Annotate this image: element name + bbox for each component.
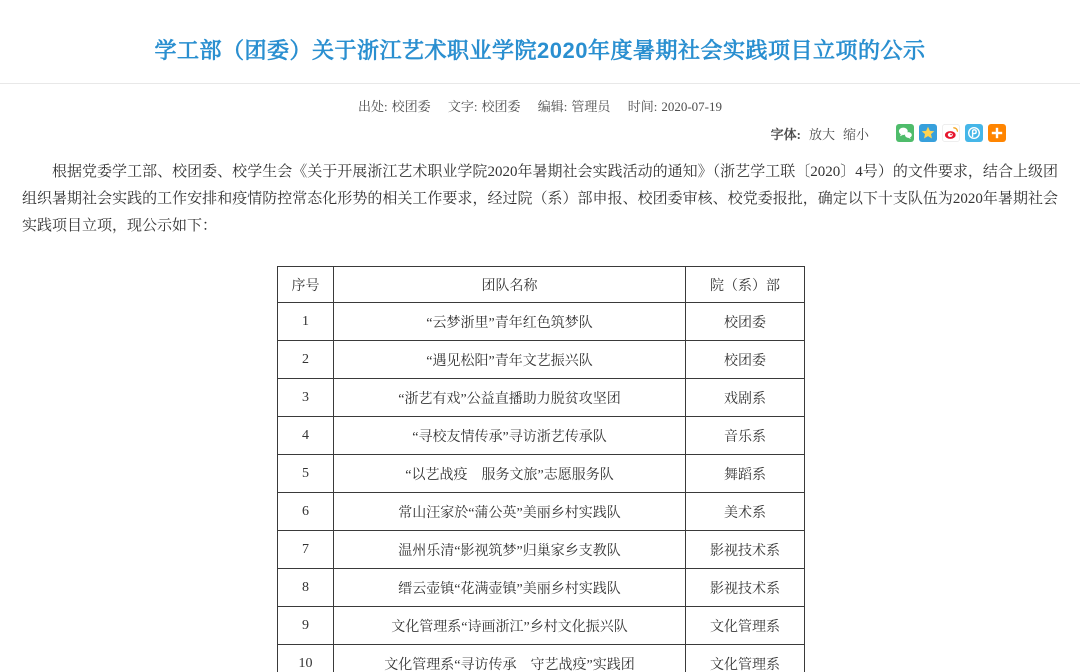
cell-serial: 7 xyxy=(278,531,334,569)
header-department: 院（系）部 xyxy=(686,267,805,303)
table-row xyxy=(278,417,805,455)
weibo-share-icon[interactable] xyxy=(942,124,960,142)
article-meta xyxy=(0,96,1080,115)
cell-team-name: 温州乐清“影视筑梦”归巢家乡支教队 xyxy=(334,531,686,569)
meta-editor-label: 编辑: xyxy=(537,99,568,114)
cell-department: 美术系 xyxy=(686,493,805,531)
cell-department: 文化管理系 xyxy=(686,607,805,645)
table-row xyxy=(278,303,805,341)
cell-department: 舞蹈系 xyxy=(686,455,805,493)
cell-serial: 8 xyxy=(278,569,334,607)
cell-department: 文化管理系 xyxy=(686,645,805,672)
cell-team-name: 常山汪家於“蒲公英”美丽乡村实践队 xyxy=(334,493,686,531)
cell-team-name: 缙云壶镇“花满壶镇”美丽乡村实践队 xyxy=(334,569,686,607)
cell-department: 影视技术系 xyxy=(686,531,805,569)
cell-serial: 9 xyxy=(278,607,334,645)
cell-serial: 4 xyxy=(278,417,334,455)
meta-time xyxy=(628,99,722,114)
meta-editor-value: 管理员 xyxy=(571,99,611,114)
table-row xyxy=(278,531,805,569)
cell-team-name: “以艺战疫 服务文旅”志愿服务队 xyxy=(334,455,686,493)
wechat-share-icon[interactable] xyxy=(896,124,914,142)
meta-source-value: 校团委 xyxy=(391,99,431,114)
cell-department: 影视技术系 xyxy=(686,569,805,607)
header-serial-number: 序号 xyxy=(278,267,334,303)
header-team-name: 团队名称 xyxy=(334,267,686,303)
cell-team-name: “云梦浙里”青年红色筑梦队 xyxy=(334,303,686,341)
meta-source-label: 出处: xyxy=(358,99,388,114)
meta-editor xyxy=(538,99,614,114)
cell-serial: 3 xyxy=(278,379,334,417)
table-row xyxy=(278,645,805,672)
cell-department: 音乐系 xyxy=(686,417,805,455)
cell-team-name: 文化管理系“寻访传承 守艺战疫”实践团 xyxy=(334,645,686,672)
cell-serial: 5 xyxy=(278,455,334,493)
table-row xyxy=(278,569,805,607)
meta-text xyxy=(448,99,524,114)
cell-serial: 1 xyxy=(278,303,334,341)
table-row xyxy=(278,493,805,531)
font-share-toolbar xyxy=(0,123,1080,143)
title-block xyxy=(0,0,1080,84)
font-zoom-in-link[interactable]: 放大 xyxy=(808,126,835,142)
qzone-share-icon[interactable] xyxy=(919,124,937,142)
more-share-icon[interactable] xyxy=(988,124,1006,142)
cell-serial: 6 xyxy=(278,493,334,531)
cell-serial: 2 xyxy=(278,341,334,379)
cell-department: 戏剧系 xyxy=(686,379,805,417)
table-row xyxy=(278,379,805,417)
cell-serial: 10 xyxy=(278,645,334,672)
table-row xyxy=(278,341,805,379)
cell-team-name: “遇见松阳”青年文艺振兴队 xyxy=(334,341,686,379)
cell-team-name: “浙艺有戏”公益直播助力脱贫攻坚团 xyxy=(334,379,686,417)
projects-table xyxy=(277,266,805,672)
cell-department: 校团委 xyxy=(686,303,805,341)
cell-team-name: 文化管理系“诗画浙江”乡村文化振兴队 xyxy=(334,607,686,645)
page-title: 学工部（团委）关于浙江艺术职业学院2020年度暑期社会实践项目立项的公示 xyxy=(154,38,926,63)
announcement-body-text: 根据党委学工部、校团委、校学生会《关于开展浙江艺术职业学院2020年暑期社会实践活动的通知》（浙艺学工联〔2020〕4号）的文件要求，结合上级团组织暑期社会实践的工作安排和疫情防控常态化形势的相关工作要求，经过院（系）部申报、校团委审核、校党委报批，确定以下十支队伍为2020年暑期社会实践项目立项，现公示如下： xyxy=(22,164,1058,234)
share-icon-bar xyxy=(891,124,1006,142)
meta-text-label: 文字: xyxy=(447,99,478,114)
cell-team-name: “寻校友情传承”寻访浙艺传承队 xyxy=(334,417,686,455)
font-size-label: 字体: xyxy=(770,126,801,142)
meta-text-value: 校团委 xyxy=(481,99,521,114)
table-row xyxy=(278,455,805,493)
pengyou-share-icon[interactable] xyxy=(965,124,983,142)
cell-department: 校团委 xyxy=(686,341,805,379)
table-row xyxy=(278,607,805,645)
meta-time-value: 2020-07-19 xyxy=(661,99,722,114)
meta-source xyxy=(358,99,434,114)
table-header-row xyxy=(278,267,805,303)
projects-table-wrap xyxy=(277,266,1080,672)
meta-time-label: 时间: xyxy=(627,99,658,114)
font-zoom-out-link[interactable]: 缩小 xyxy=(842,126,869,142)
